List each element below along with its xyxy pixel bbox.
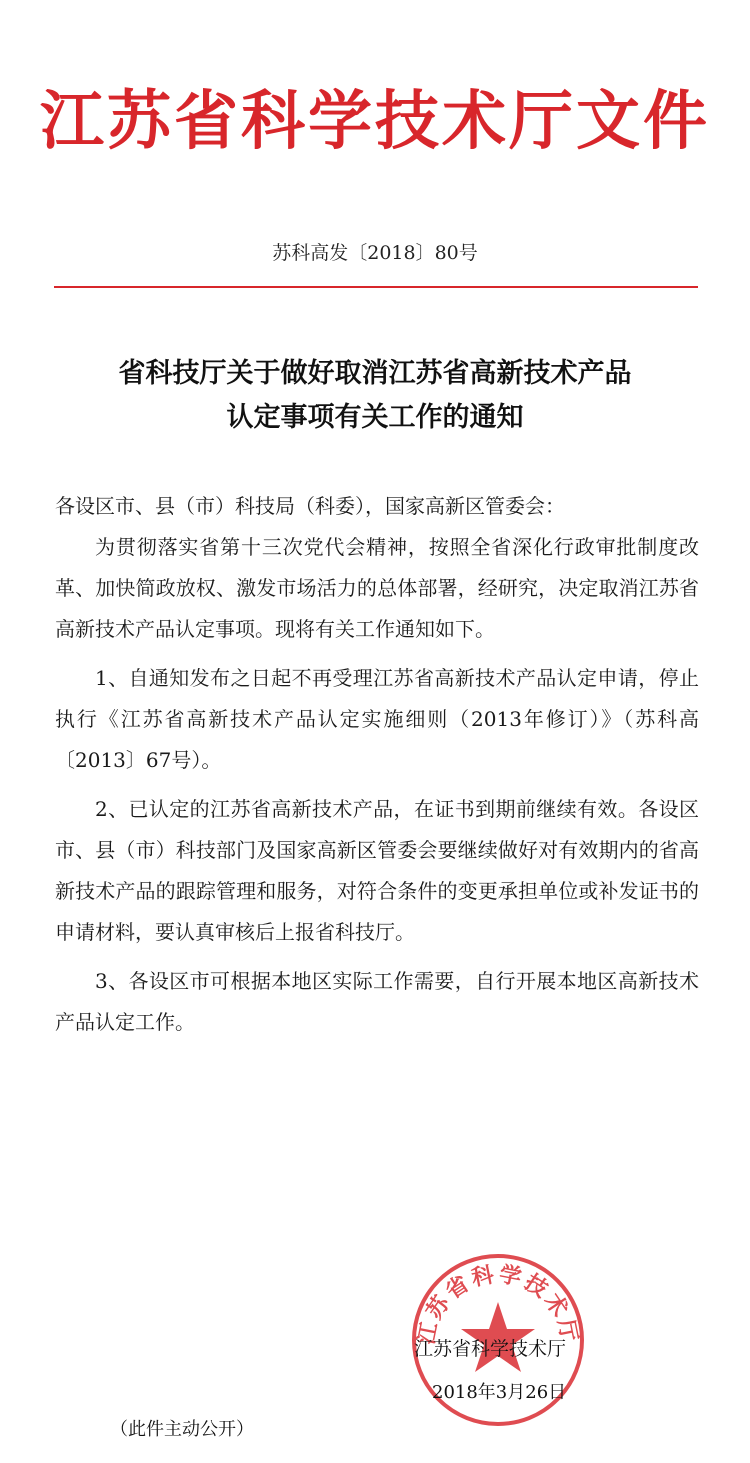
document-number: 苏科高发〔2018〕80号 (272, 242, 478, 264)
item-3-paragraph: 3、各设区市可根据本地区实际工作需要，自行开展本地区高新技术产品认定工作。 (55, 969, 699, 1034)
document-header-title: 江苏省科学技术厅文件 (40, 84, 710, 159)
addressee-line: 各设区市、县（市）科技局（科委），国家高新区管委会： (55, 494, 565, 518)
seal-text: 江苏省科学技术厅 (413, 1261, 583, 1347)
disclosure-note: （此件主动公开） (110, 1419, 254, 1440)
issuer-signature: 江苏省科学技术厅 (414, 1338, 567, 1360)
item-2-paragraph: 2、已认定的江苏省高新技术产品，在证书到期前继续有效。各设区市、县（市）科技部门及国家高新区管委会要继续做好对有效期内的省高新技术产品的跟踪管理和服务，对符合条件的变更承担单位或补发证书的申请材料，要认真审核后上报省科技厅。 (55, 797, 699, 944)
notice-body (55, 486, 699, 1043)
notice-title (0, 352, 750, 440)
header-divider-rule (54, 286, 698, 288)
notice-title-line-1: 省科技厅关于做好取消江苏省高新技术产品 (118, 358, 632, 389)
issue-date: 2018年3月26日 (432, 1382, 567, 1403)
intro-paragraph: 为贯彻落实省第十三次党代会精神，按照全省深化行政审批制度改革、加快简政放权、激发市场活力的总体部署，经研究，决定取消江苏省高新技术产品认定事项。现将有关工作通知如下。 (55, 535, 699, 641)
item-1-paragraph: 1、自通知发布之日起不再受理江苏省高新技术产品认定申请，停止执行《江苏省高新技术产品认定实施细则（2013年修订）》（苏科高〔2013〕67号）。 (55, 666, 699, 772)
notice-title-line-2: 认定事项有关工作的通知 (226, 402, 524, 433)
